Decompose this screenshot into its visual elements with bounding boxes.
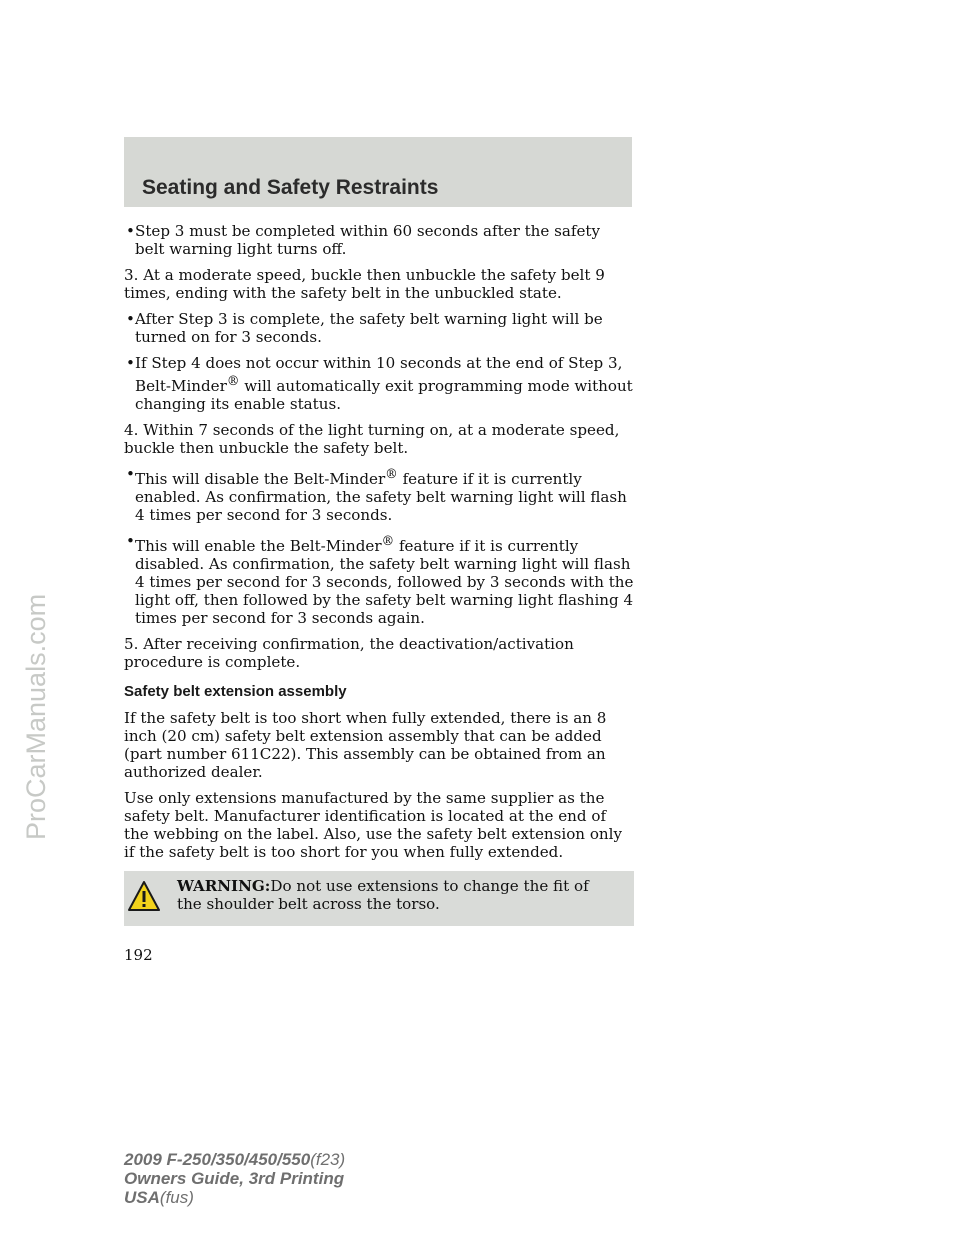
bullet-dot: • xyxy=(126,310,135,328)
bullet-text-part: This will disable the Belt-Minder xyxy=(135,470,386,489)
bullet-text-part: This will enable the Belt-Minder xyxy=(135,537,382,556)
bullet-text xyxy=(135,465,634,524)
bullet-text-part: If Step 4 does not occur within 10 seconds at the end of Step 3, Belt-Minder xyxy=(135,354,623,396)
registered-mark: ® xyxy=(226,373,240,388)
registered-mark: ® xyxy=(381,533,395,549)
footer-model: 2009 F-250/350/450/550 xyxy=(124,1150,311,1169)
page-number: 192 xyxy=(124,946,153,964)
footer-line xyxy=(124,1150,345,1169)
subsection-heading: Safety belt extension assembly xyxy=(124,683,347,701)
bullet-text-part: will automatically exit programming mode without changing its enable status. xyxy=(135,377,633,414)
footer-region: USA xyxy=(124,1188,160,1207)
footer xyxy=(124,1150,345,1207)
section-title: Seating and Safety Restraints xyxy=(142,176,439,199)
warning-box xyxy=(124,871,634,926)
footer-code: (fus) xyxy=(159,1188,194,1207)
step-5: 5. After receiving confirmation, the deactivation/activation procedure is complete. xyxy=(124,635,574,672)
bullet-dot: • xyxy=(126,354,135,372)
warning-triangle-icon xyxy=(124,877,177,916)
warning-label: WARNING: xyxy=(177,877,271,896)
bullet-text-part: feature if it is currently disabled. As confirmation, the safety belt warning light will flash 4 times per second for 3 seconds, followed by 3 seconds with the light off, then followed by the safety belt warning light flashing 4 times per second for 3 seconds again. xyxy=(135,537,634,628)
watermark: ProCarManuals.com xyxy=(21,593,51,840)
bullet-item xyxy=(124,465,634,524)
bullet-item xyxy=(124,354,634,413)
bullet-item xyxy=(124,310,634,346)
bullet-text xyxy=(135,354,634,413)
bullet-dot: • xyxy=(126,465,135,484)
supplier-paragraph: Use only extensions manufactured by the same supplier as the safety belt. Manufacturer identification is located at the end of the webbing on the label. Also, use the safety belt extension only if the safety belt is too short for you when fully extended. xyxy=(124,789,622,862)
registered-mark: ® xyxy=(385,466,398,482)
bullet-item xyxy=(124,222,634,258)
footer-line xyxy=(124,1188,345,1207)
bullet-text-part: feature if it is currently enabled. As confirmation, the safety belt warning light will flash 4 times per second for 3 seconds. xyxy=(135,470,627,525)
step-4: 4. Within 7 seconds of the light turning on, at a moderate speed, buckle then unbuckle the safety belt. xyxy=(124,421,620,458)
page-content xyxy=(124,222,634,926)
bullet-text: Step 3 must be completed within 60 seconds after the safety belt warning light turns off. xyxy=(135,222,600,258)
warning-message: Do not use extensions to change the fit of the shoulder belt across the torso. xyxy=(177,877,589,914)
footer-line: Owners Guide, 3rd Printing xyxy=(124,1169,345,1188)
footer-code: (f23) xyxy=(310,1150,346,1169)
bullet-text xyxy=(135,532,634,627)
bullet-dot: • xyxy=(126,222,135,240)
bullet-dot: • xyxy=(126,532,135,551)
bullet-text: After Step 3 is complete, the safety belt warning light will be turned on for 3 seconds. xyxy=(135,310,603,346)
step-3: 3. At a moderate speed, buckle then unbuckle the safety belt 9 times, ending with the safety belt in the unbuckled state. xyxy=(124,266,605,302)
warning-text xyxy=(177,877,634,916)
extension-paragraph: If the safety belt is too short when fully extended, there is an 8 inch (20 cm) safety belt extension assembly that can be added (part number 611C22). This assembly can be obtained from an authorized dealer. xyxy=(124,709,607,782)
bullet-item xyxy=(124,532,634,627)
